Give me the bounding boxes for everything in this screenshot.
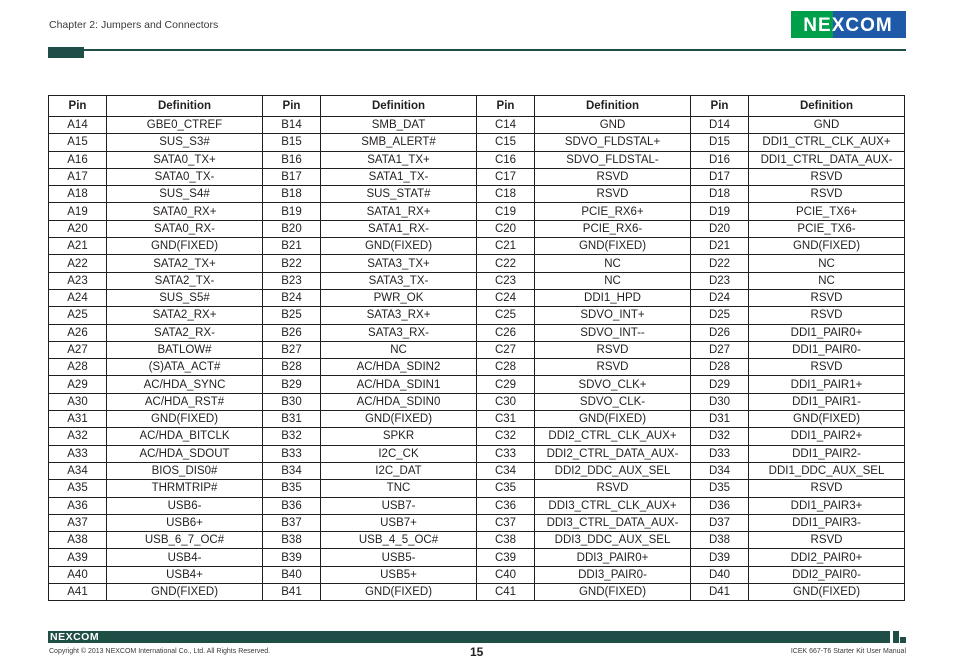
definition-cell: GND(FIXED) [321,584,477,601]
definition-cell: USB_4_5_OC# [321,532,477,549]
table-row [49,376,905,393]
pin-cell: B35 [263,480,321,497]
pin-cell: D34 [691,462,749,479]
definition-cell: PCIE_TX6- [749,220,905,237]
pin-cell: B30 [263,393,321,410]
definition-cell: GND(FIXED) [107,584,263,601]
definition-cell: SATA3_RX+ [321,307,477,324]
definition-cell: USB4+ [107,566,263,583]
pin-cell: B22 [263,255,321,272]
pin-cell: A35 [49,480,107,497]
table-row [49,134,905,151]
pin-cell: A41 [49,584,107,601]
definition-cell: RSVD [535,341,691,358]
definition-cell: DDI3_CTRL_DATA_AUX- [535,514,691,531]
pin-cell: A27 [49,341,107,358]
definition-cell: AC/HDA_BITCLK [107,428,263,445]
pin-cell: B32 [263,428,321,445]
footer-logo: NEXCOM [50,631,100,643]
pin-cell: C24 [477,289,535,306]
pin-column-header: Pin [49,96,107,117]
definition-cell: AC/HDA_SDIN0 [321,393,477,410]
definition-cell: USB5+ [321,566,477,583]
header-accent-block [48,47,84,58]
pin-cell: B39 [263,549,321,566]
definition-cell: RSVD [535,168,691,185]
pin-cell: D27 [691,341,749,358]
definition-cell: GND(FIXED) [749,584,905,601]
definition-cell: AC/HDA_SYNC [107,376,263,393]
pin-cell: A38 [49,532,107,549]
pin-cell: D25 [691,307,749,324]
pin-cell: D23 [691,272,749,289]
table-row [49,289,905,306]
pin-cell: B37 [263,514,321,531]
definition-cell: SATA2_RX- [107,324,263,341]
pin-cell: D33 [691,445,749,462]
definition-cell: DDI1_PAIR2+ [749,428,905,445]
pin-cell: C18 [477,186,535,203]
definition-cell: RSVD [535,186,691,203]
pin-cell: D31 [691,411,749,428]
table-row [49,566,905,583]
table-row [49,445,905,462]
pin-cell: C41 [477,584,535,601]
definition-cell: RSVD [749,186,905,203]
definition-cell: GND [535,117,691,134]
definition-cell: DDI2_CTRL_CLK_AUX+ [535,428,691,445]
table-row [49,428,905,445]
pin-cell: D39 [691,549,749,566]
definition-cell: SATA1_TX- [321,168,477,185]
definition-cell: SDVO_INT+ [535,307,691,324]
definition-column-header: Definition [321,96,477,117]
pin-cell: B23 [263,272,321,289]
definition-cell: PCIE_RX6+ [535,203,691,220]
pin-cell: C28 [477,359,535,376]
pin-cell: C34 [477,462,535,479]
pin-cell: A16 [49,151,107,168]
header-rule [84,49,906,51]
pin-cell: A18 [49,186,107,203]
definition-cell: SMB_DAT [321,117,477,134]
table-row [49,497,905,514]
definition-cell: DDI1_PAIR0- [749,341,905,358]
pin-column-header: Pin [477,96,535,117]
definition-cell: RSVD [749,480,905,497]
table-row [49,480,905,497]
pin-cell: D38 [691,532,749,549]
manual-title: ICEK 667-T6 Starter Kit User Manual [790,648,906,655]
nexcom-logo [791,11,906,38]
pin-cell: C31 [477,411,535,428]
definition-cell: GND(FIXED) [535,238,691,255]
pin-cell: B27 [263,341,321,358]
pin-cell: C21 [477,238,535,255]
pin-cell: A40 [49,566,107,583]
table-row [49,168,905,185]
definition-cell: GND(FIXED) [321,411,477,428]
pin-cell: D19 [691,203,749,220]
definition-cell: DDI2_CTRL_DATA_AUX- [535,445,691,462]
table-row [49,514,905,531]
definition-cell: NC [749,272,905,289]
definition-cell: SATA3_RX- [321,324,477,341]
pin-cell: D29 [691,376,749,393]
definition-cell: SDVO_INT-- [535,324,691,341]
definition-cell: SATA0_RX- [107,220,263,237]
definition-cell: PCIE_RX6- [535,220,691,237]
definition-cell: SDVO_CLK+ [535,376,691,393]
definition-cell: AC/HDA_SDIN1 [321,376,477,393]
definition-cell: SATA0_TX- [107,168,263,185]
pin-cell: B21 [263,238,321,255]
definition-cell: SDVO_FLDSTAL+ [535,134,691,151]
definition-cell: NC [321,341,477,358]
pin-cell: B38 [263,532,321,549]
pin-cell: D21 [691,238,749,255]
definition-cell: RSVD [535,480,691,497]
definition-cell: DDI2_PAIR0- [749,566,905,583]
pin-cell: B17 [263,168,321,185]
definition-cell: USB7+ [321,514,477,531]
pin-cell: C20 [477,220,535,237]
pin-cell: D30 [691,393,749,410]
pin-cell: A31 [49,411,107,428]
pin-cell: B28 [263,359,321,376]
definition-cell: SDVO_CLK- [535,393,691,410]
definition-cell: SATA0_TX+ [107,151,263,168]
pin-cell: B14 [263,117,321,134]
pin-cell: A15 [49,134,107,151]
pin-cell: A36 [49,497,107,514]
definition-cell: USB7- [321,497,477,514]
pin-cell: D24 [691,289,749,306]
table-row [49,117,905,134]
definition-cell: USB_6_7_OC# [107,532,263,549]
definition-cell: DDI1_DDC_AUX_SEL [749,462,905,479]
definition-cell: DDI1_CTRL_CLK_AUX+ [749,134,905,151]
definition-cell: GND(FIXED) [749,411,905,428]
pin-cell: D35 [691,480,749,497]
definition-cell: DDI1_PAIR0+ [749,324,905,341]
definition-column-header: Definition [107,96,263,117]
table-row [49,584,905,601]
definition-cell: (S)ATA_ACT# [107,359,263,376]
footer-bar [48,631,890,643]
pin-cell: D40 [691,566,749,583]
pin-cell: D18 [691,186,749,203]
table-row [49,324,905,341]
definition-cell: SPKR [321,428,477,445]
pin-cell: A32 [49,428,107,445]
pin-cell: B16 [263,151,321,168]
table-header-row [49,96,905,117]
pin-cell: A39 [49,549,107,566]
definition-cell: USB6+ [107,514,263,531]
definition-cell: AC/HDA_SDIN2 [321,359,477,376]
pin-cell: A19 [49,203,107,220]
definition-cell: GBE0_CTREF [107,117,263,134]
definition-cell: SATA0_RX+ [107,203,263,220]
pin-cell: B40 [263,566,321,583]
pin-column-header: Pin [263,96,321,117]
definition-cell: SATA1_TX+ [321,151,477,168]
definition-cell: NC [535,272,691,289]
definition-cell: DDI1_PAIR3+ [749,497,905,514]
logo-text: NEXCOM [803,15,893,36]
pin-cell: D15 [691,134,749,151]
table-row [49,462,905,479]
table-row [49,220,905,237]
pin-cell: A21 [49,238,107,255]
pin-cell: B41 [263,584,321,601]
pin-cell: C37 [477,514,535,531]
pin-cell: A37 [49,514,107,531]
pin-cell: A29 [49,376,107,393]
definition-cell: TNC [321,480,477,497]
definition-cell: SATA2_TX- [107,272,263,289]
definition-column-header: Definition [749,96,905,117]
definition-cell: DDI3_DDC_AUX_SEL [535,532,691,549]
pin-cell: B24 [263,289,321,306]
definition-cell: GND(FIXED) [535,411,691,428]
definition-column-header: Definition [535,96,691,117]
pin-cell: D41 [691,584,749,601]
pin-definition-table [48,95,905,601]
pin-cell: A34 [49,462,107,479]
pin-cell: A14 [49,117,107,134]
definition-cell: DDI3_PAIR0- [535,566,691,583]
table-body [49,117,905,601]
definition-cell: DDI1_HPD [535,289,691,306]
definition-cell: USB6- [107,497,263,514]
pin-cell: B31 [263,411,321,428]
table-row [49,359,905,376]
definition-cell: GND(FIXED) [107,411,263,428]
pin-cell: D28 [691,359,749,376]
pin-cell: C38 [477,532,535,549]
pin-cell: C32 [477,428,535,445]
pin-cell: B26 [263,324,321,341]
definition-cell: DDI3_CTRL_CLK_AUX+ [535,497,691,514]
definition-cell: SUS_S4# [107,186,263,203]
definition-cell: SATA3_TX+ [321,255,477,272]
definition-cell: DDI1_PAIR3- [749,514,905,531]
definition-cell: I2C_DAT [321,462,477,479]
pin-cell: C23 [477,272,535,289]
definition-cell: DDI3_PAIR0+ [535,549,691,566]
table-row [49,411,905,428]
pin-cell: B25 [263,307,321,324]
pin-cell: C40 [477,566,535,583]
definition-cell: GND(FIXED) [321,238,477,255]
pin-cell: C16 [477,151,535,168]
pin-cell: A25 [49,307,107,324]
definition-cell: SUS_S5# [107,289,263,306]
pin-cell: D20 [691,220,749,237]
definition-cell: NC [749,255,905,272]
table-row [49,255,905,272]
definition-cell: DDI2_DDC_AUX_SEL [535,462,691,479]
pin-cell: C15 [477,134,535,151]
pin-cell: D14 [691,117,749,134]
definition-cell: BIOS_DIS0# [107,462,263,479]
pin-cell: D32 [691,428,749,445]
definition-cell: USB4- [107,549,263,566]
table-row [49,532,905,549]
pin-cell: C39 [477,549,535,566]
pin-cell: C30 [477,393,535,410]
copyright-text: Copyright © 2013 NEXCOM International Co., Ltd. All Rights Reserved. [49,648,271,655]
definition-cell: NC [535,255,691,272]
footer-square-decoration [893,631,899,643]
pin-cell: D17 [691,168,749,185]
definition-cell: GND(FIXED) [535,584,691,601]
pin-cell: B15 [263,134,321,151]
footer-square-decoration [900,637,906,643]
pin-cell: B19 [263,203,321,220]
pin-cell: A23 [49,272,107,289]
page-number: 15 [470,645,484,659]
pin-cell: B33 [263,445,321,462]
definition-cell: SMB_ALERT# [321,134,477,151]
definition-cell: RSVD [535,359,691,376]
definition-cell: SATA3_TX- [321,272,477,289]
table-row [49,307,905,324]
chapter-title: Chapter 2: Jumpers and Connectors [49,19,219,31]
pin-cell: C14 [477,117,535,134]
pin-cell: A17 [49,168,107,185]
pin-cell: A20 [49,220,107,237]
table-row [49,549,905,566]
pin-cell: D36 [691,497,749,514]
pin-cell: C26 [477,324,535,341]
pin-cell: C36 [477,497,535,514]
pin-cell: C22 [477,255,535,272]
table-row [49,272,905,289]
definition-cell: I2C_CK [321,445,477,462]
definition-cell: RSVD [749,307,905,324]
pin-cell: C29 [477,376,535,393]
pin-cell: B34 [263,462,321,479]
pin-cell: D37 [691,514,749,531]
definition-cell: DDI1_PAIR1- [749,393,905,410]
definition-cell: THRMTRIP# [107,480,263,497]
pin-column-header: Pin [691,96,749,117]
pin-cell: D22 [691,255,749,272]
pin-cell: B36 [263,497,321,514]
definition-cell: RSVD [749,168,905,185]
definition-cell: PWR_OK [321,289,477,306]
table-row [49,341,905,358]
definition-cell: SATA1_RX- [321,220,477,237]
pin-cell: B18 [263,186,321,203]
pin-cell: A28 [49,359,107,376]
definition-cell: SUS_S3# [107,134,263,151]
definition-cell: DDI1_PAIR2- [749,445,905,462]
definition-cell: SATA1_RX+ [321,203,477,220]
definition-cell: RSVD [749,359,905,376]
table-row [49,203,905,220]
definition-cell: BATLOW# [107,341,263,358]
pin-cell: D16 [691,151,749,168]
table-row [49,238,905,255]
definition-cell: SDVO_FLDSTAL- [535,151,691,168]
table-row [49,393,905,410]
pin-cell: A30 [49,393,107,410]
definition-cell: AC/HDA_SDOUT [107,445,263,462]
pin-cell: A24 [49,289,107,306]
definition-cell: DDI2_PAIR0+ [749,549,905,566]
pin-cell: D26 [691,324,749,341]
table-row [49,186,905,203]
pin-cell: C35 [477,480,535,497]
pin-cell: C19 [477,203,535,220]
definition-cell: RSVD [749,532,905,549]
definition-cell: SUS_STAT# [321,186,477,203]
definition-cell: RSVD [749,289,905,306]
definition-cell: USB5- [321,549,477,566]
definition-cell: SATA2_TX+ [107,255,263,272]
definition-cell: GND [749,117,905,134]
pin-cell: B20 [263,220,321,237]
definition-cell: DDI1_PAIR1+ [749,376,905,393]
table-row [49,151,905,168]
pin-cell: A22 [49,255,107,272]
definition-cell: PCIE_TX6+ [749,203,905,220]
pin-cell: C33 [477,445,535,462]
pin-cell: B29 [263,376,321,393]
pin-cell: C17 [477,168,535,185]
pin-cell: C27 [477,341,535,358]
definition-cell: GND(FIXED) [107,238,263,255]
definition-cell: SATA2_RX+ [107,307,263,324]
pin-cell: C25 [477,307,535,324]
pin-cell: A33 [49,445,107,462]
pin-cell: A26 [49,324,107,341]
definition-cell: DDI1_CTRL_DATA_AUX- [749,151,905,168]
definition-cell: AC/HDA_RST# [107,393,263,410]
definition-cell: GND(FIXED) [749,238,905,255]
